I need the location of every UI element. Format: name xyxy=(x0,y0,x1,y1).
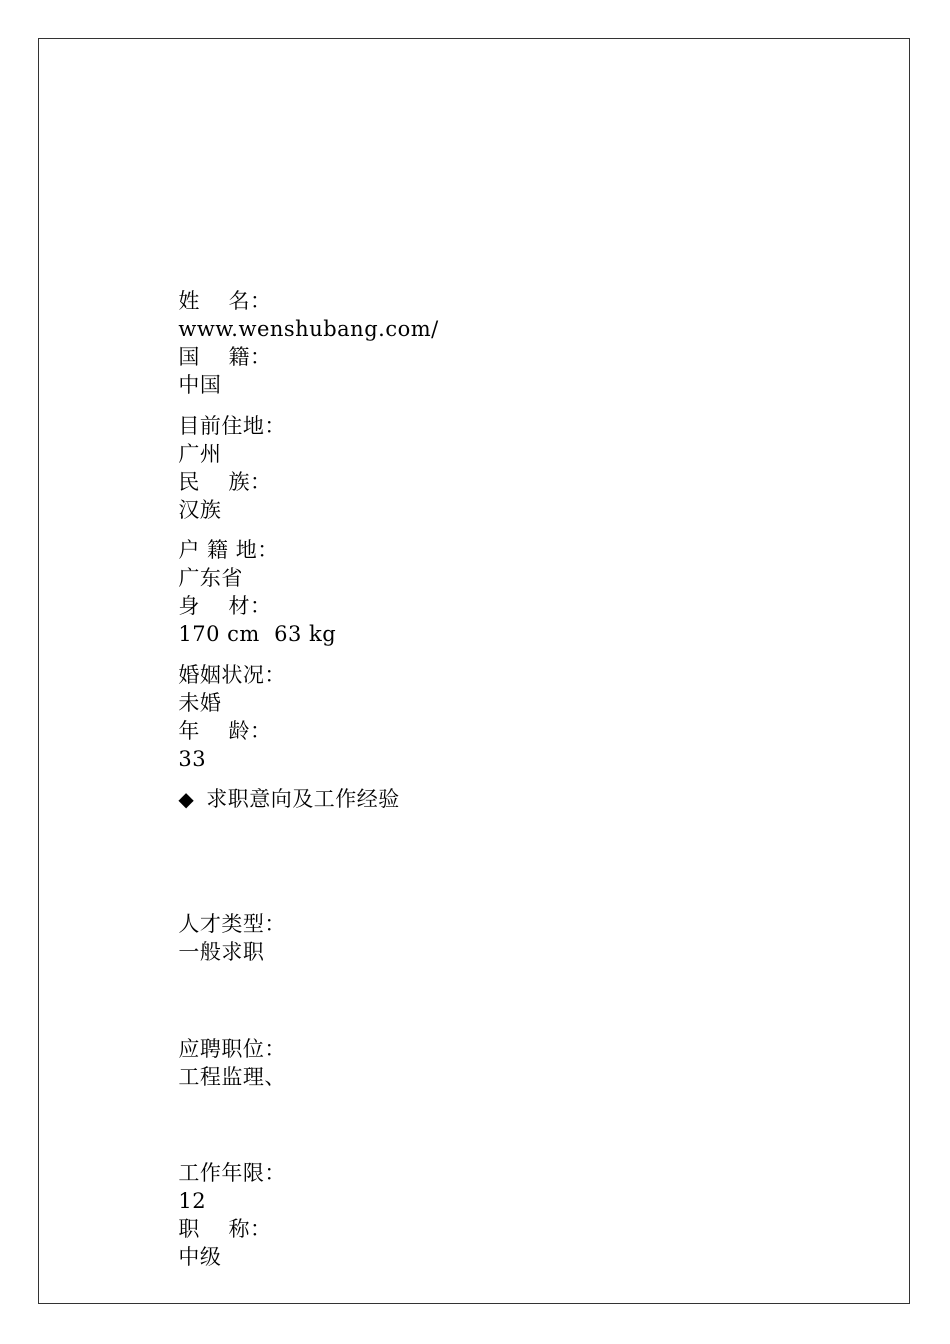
section-title: 求职意向及工作经验 xyxy=(206,787,400,811)
years-label: 工作年限： xyxy=(178,1161,286,1185)
residence-row xyxy=(164,384,286,524)
talent-label: 人才类型： xyxy=(178,912,286,936)
position-value: 工程监理、 xyxy=(178,1065,286,1089)
marital-row xyxy=(164,633,286,773)
age-value: 33 xyxy=(178,747,207,771)
talent-value: 一般求职 xyxy=(178,940,265,964)
ethnicity-value: 汉族 xyxy=(178,498,222,522)
section-heading xyxy=(164,757,400,813)
years-row xyxy=(164,1131,286,1271)
residence-label: 目前住地： xyxy=(178,414,286,438)
position-row xyxy=(164,1007,286,1091)
talent-row xyxy=(164,882,286,966)
hukou-label: 户 籍 地： xyxy=(178,538,279,562)
ethnicity-label: 民 族： xyxy=(178,470,272,494)
nationality-value: 中国 xyxy=(178,373,222,397)
residence-value: 广州 xyxy=(178,442,222,466)
title-value: 中级 xyxy=(178,1245,222,1269)
title-label: 职 称： xyxy=(178,1217,272,1241)
years-value: 12 xyxy=(178,1189,207,1213)
nationality-label: 国 籍： xyxy=(178,345,272,369)
diamond-bullet-icon: ◆ xyxy=(178,787,195,811)
name-value: www.wenshubang.com/ xyxy=(178,317,439,341)
age-label: 年 龄： xyxy=(178,719,272,743)
physique-label: 身 材： xyxy=(178,594,272,618)
marital-label: 婚姻状况： xyxy=(178,663,286,687)
name-label: 姓 名： xyxy=(178,289,272,313)
position-label: 应聘职位： xyxy=(178,1037,286,1061)
physique-value: 170 cm 63 kg xyxy=(178,622,337,646)
hukou-row xyxy=(164,508,336,648)
name-row xyxy=(164,259,439,399)
marital-value: 未婚 xyxy=(178,691,222,715)
hukou-value: 广东省 xyxy=(178,566,243,590)
